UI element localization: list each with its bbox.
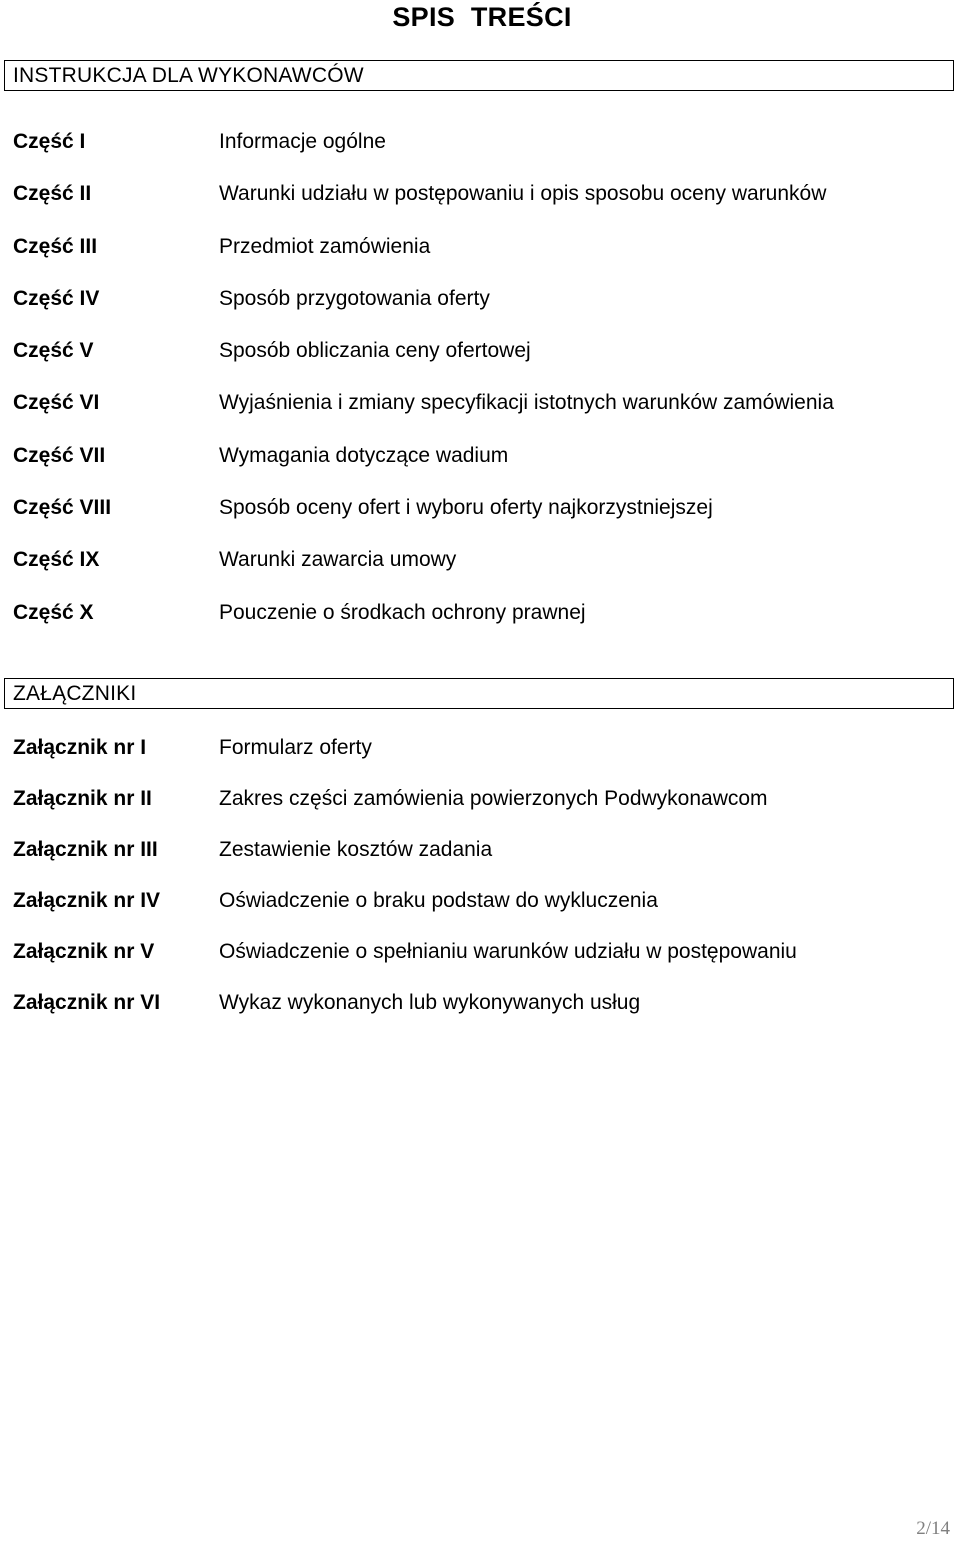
part-label: Część I	[13, 130, 86, 153]
part-title: Sposób obliczania ceny ofertowej	[219, 339, 531, 363]
list-item	[0, 889, 960, 940]
attachment-label: Załącznik nr V	[13, 940, 155, 963]
part-title: Warunki zawarcia umowy	[219, 548, 457, 572]
attachments-list	[0, 736, 960, 1042]
attachment-label: Załącznik nr II	[13, 787, 152, 810]
part-label: Część II	[13, 182, 92, 206]
list-item	[0, 130, 960, 182]
attachment-title: Wykaz wykonanych lub wykonywanych usług	[219, 991, 641, 1014]
part-title: Wyjaśnienia i zmiany specyfikacji istotnych warunków zamówienia	[219, 391, 834, 415]
part-title: Przedmiot zamówienia	[219, 234, 431, 258]
page-title: SPIS TREŚCI	[392, 2, 572, 32]
part-label: Część III	[13, 234, 98, 258]
part-label: Część VI	[13, 391, 100, 415]
list-item	[0, 496, 960, 548]
part-title: Informacje ogólne	[219, 130, 386, 153]
part-label: Część IX	[13, 548, 100, 572]
attachments-section-header	[4, 678, 954, 709]
list-item	[0, 991, 960, 1042]
list-item	[0, 182, 960, 234]
attachments-section-heading: ZAŁĄCZNIKI	[13, 682, 137, 705]
attachment-title: Zakres części zamówienia powierzonych Podwykonawcom	[219, 787, 768, 810]
list-item	[0, 787, 960, 838]
part-label: Część VIII	[13, 496, 112, 520]
part-label: Część IV	[13, 286, 100, 310]
part-title: Pouczenie o środkach ochrony prawnej	[219, 600, 586, 624]
attachment-label: Załącznik nr IV	[13, 889, 161, 912]
part-label: Część V	[13, 339, 94, 363]
part-label: Część X	[13, 600, 94, 624]
list-item	[0, 287, 960, 339]
attachment-title: Oświadczenie o braku podstaw do wykluczenia	[219, 889, 658, 912]
list-item	[0, 391, 960, 443]
attachment-title: Oświadczenie o spełnianiu warunków udziału w postępowaniu	[219, 940, 797, 963]
part-label: Część VII	[13, 443, 106, 467]
list-item	[0, 548, 960, 600]
instructions-section-header	[4, 60, 954, 91]
list-item	[0, 235, 960, 287]
list-item	[0, 940, 960, 991]
list-item	[0, 838, 960, 889]
part-title: Warunki udziału w postępowaniu i opis sposobu oceny warunków	[219, 182, 827, 206]
list-item	[0, 444, 960, 496]
instructions-list	[0, 130, 960, 653]
attachment-label: Załącznik nr III	[13, 838, 158, 861]
instructions-section-heading: INSTRUKCJA DLA WYKONAWCÓW	[13, 64, 364, 87]
page-number: 2/14	[916, 1518, 950, 1539]
part-title: Wymagania dotyczące wadium	[219, 443, 509, 467]
part-title: Sposób przygotowania oferty	[219, 286, 490, 310]
list-item	[0, 339, 960, 391]
part-title: Sposób oceny ofert i wyboru oferty najkorzystniejszej	[219, 496, 713, 520]
attachment-label: Załącznik nr I	[13, 736, 147, 759]
attachment-title: Zestawienie kosztów zadania	[219, 838, 493, 861]
list-item	[0, 601, 960, 653]
attachment-label: Załącznik nr VI	[13, 991, 161, 1014]
list-item	[0, 736, 960, 787]
attachment-title: Formularz oferty	[219, 736, 372, 759]
